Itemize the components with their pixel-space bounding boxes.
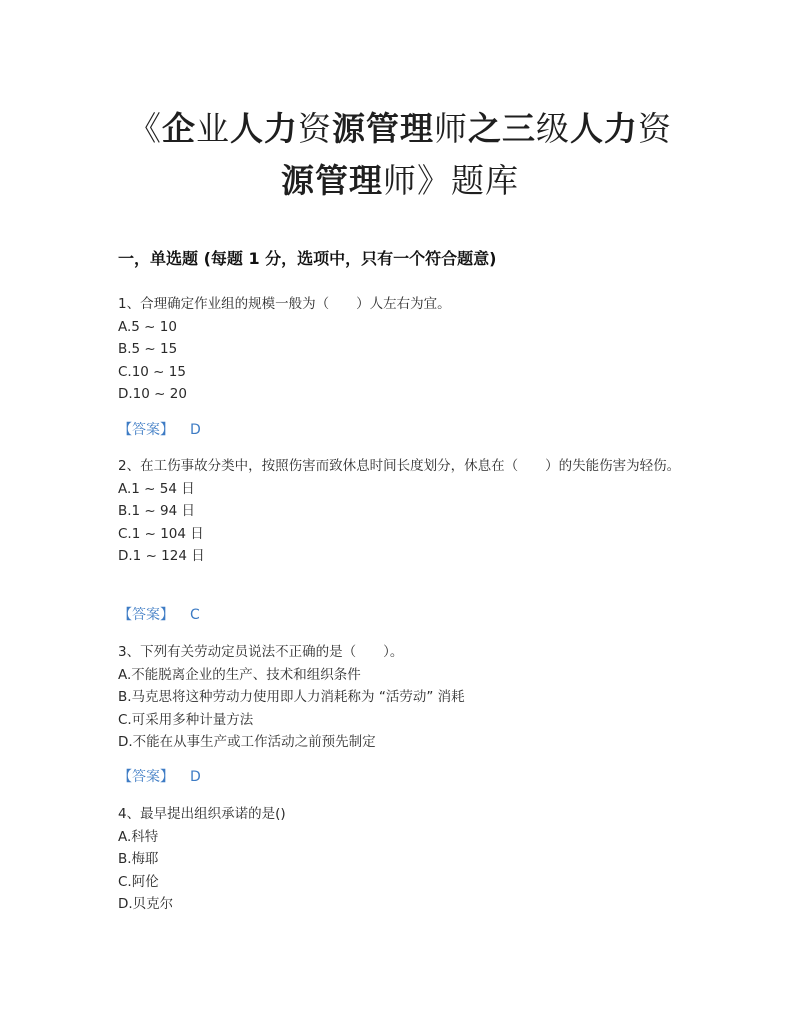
answer-value: D — [190, 769, 201, 785]
answer-2 — [118, 604, 200, 626]
option-b: B.马克思将这种劳动力使用即人力消耗称为 “活劳动” 消耗 — [118, 689, 465, 705]
title-part: 资 — [298, 109, 332, 148]
option-a: A.科特 — [118, 828, 159, 845]
title-part: 》题库 — [417, 161, 519, 200]
answer-value: D — [190, 422, 201, 438]
title-part: 人力 — [230, 109, 298, 148]
title-part: 人力 — [570, 109, 638, 148]
option-c: C.10 ~ 15 — [118, 363, 186, 380]
title-part: 业 — [196, 109, 230, 148]
title-line-2 — [100, 155, 700, 207]
title-line-1 — [100, 103, 700, 155]
question-3 — [118, 641, 688, 754]
option-d: D.不能在从事生产或工作活动之前预先制定 — [118, 734, 376, 750]
option-d: D.10 ~ 20 — [118, 386, 187, 402]
option-b: B.1 ~ 94 日 — [118, 503, 196, 519]
title-part: 资 — [638, 109, 672, 148]
option-a: A.1 ~ 54 日 — [118, 480, 195, 497]
question-text: 2、在工伤事故分类中，按照伤害而致休息时间长度划分，休息在（ ）的失能伤害为轻伤。 — [118, 458, 681, 474]
option-b: B.5 ~ 15 — [118, 341, 178, 357]
answer-3 — [118, 766, 201, 788]
section-heading: 一，单选题 (每题 1 分，选项中，只有一个符合题意) — [118, 249, 497, 268]
title-part: 师 — [383, 161, 417, 200]
option-b: B.梅耶 — [118, 851, 159, 867]
answer-value: C — [190, 607, 200, 623]
option-c: C.1 ~ 104 日 — [118, 525, 204, 542]
question-text: 4、最早提出组织承诺的是() — [118, 806, 286, 822]
option-a: A.不能脱离企业的生产、技术和组织条件 — [118, 666, 361, 683]
option-a: A.5 ~ 10 — [118, 318, 177, 335]
document-title — [100, 103, 700, 207]
answer-1 — [118, 419, 201, 441]
question-1 — [118, 293, 688, 406]
question-text: 1、合理确定作业组的规模一般为（ ）人左右为宜。 — [118, 296, 451, 312]
option-c: C.可采用多种计量方法 — [118, 711, 254, 728]
title-part: 级 — [536, 109, 570, 148]
question-text: 3、下列有关劳动定员说法不正确的是（ ）。 — [118, 644, 404, 660]
question-4 — [118, 803, 688, 916]
title-part: 师 — [434, 109, 468, 148]
title-part: 源管理 — [332, 109, 434, 148]
answer-label: 【答案】 — [118, 769, 174, 785]
option-d: D.1 ~ 124 日 — [118, 548, 205, 564]
title-part: 之三 — [468, 109, 536, 148]
title-part: 《 — [128, 109, 162, 148]
option-c: C.阿伦 — [118, 873, 159, 890]
option-d: D.贝克尔 — [118, 896, 174, 912]
question-2 — [118, 455, 688, 568]
answer-label: 【答案】 — [118, 422, 174, 438]
answer-label: 【答案】 — [118, 607, 174, 623]
title-part: 源管理 — [281, 161, 383, 200]
title-part: 企 — [162, 109, 196, 148]
